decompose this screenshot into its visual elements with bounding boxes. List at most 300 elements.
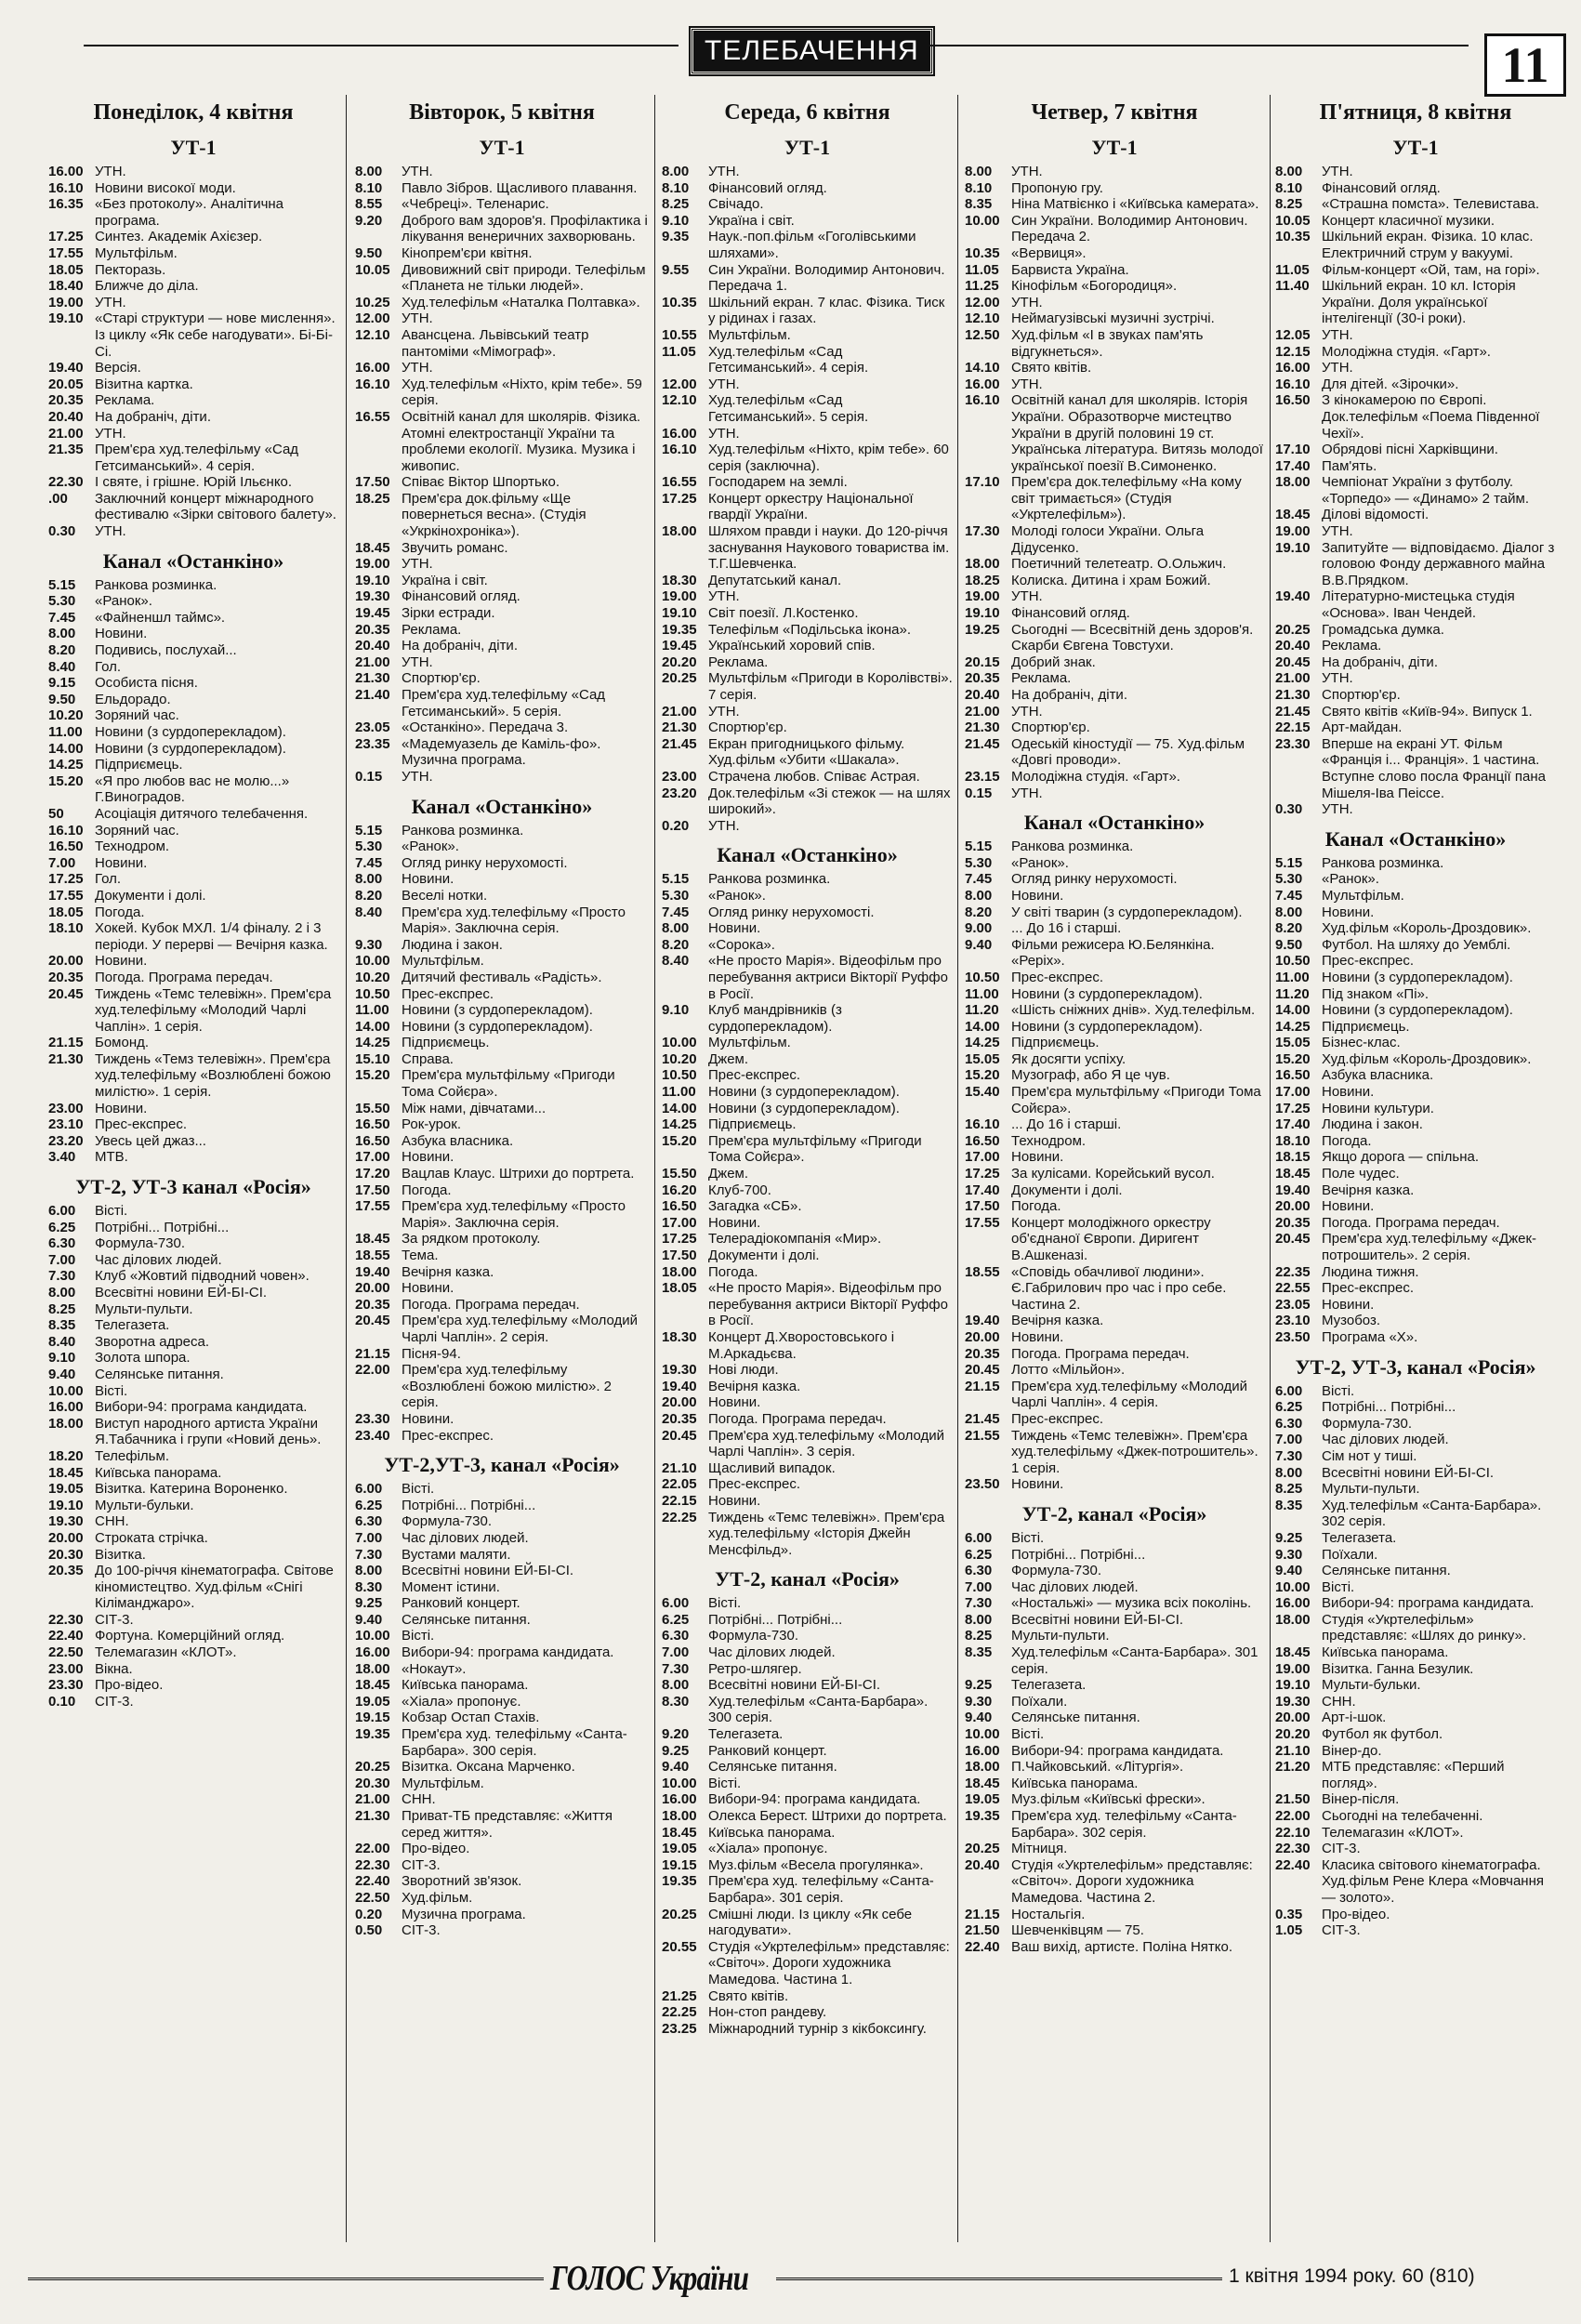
program-title: Муз.фільм «Весела прогулянка». xyxy=(708,1856,924,1873)
program-time: 5.30 xyxy=(48,593,76,610)
program-listing xyxy=(662,704,953,720)
program-title: Ретро-шлягер. xyxy=(708,1660,802,1677)
program-listing xyxy=(662,327,953,344)
program-time: 11.25 xyxy=(965,278,999,295)
program-time: 21.35 xyxy=(48,442,84,458)
program-title: Молодіжна студія. «Гарт». xyxy=(1322,343,1491,360)
program-title: Гол. xyxy=(95,871,122,888)
program-listing xyxy=(662,1907,953,1939)
program-time: 16.10 xyxy=(662,442,697,458)
program-listing xyxy=(662,670,953,703)
program-listing xyxy=(355,838,649,855)
program-listing xyxy=(1275,1067,1556,1084)
section-title: ТЕЛЕБАЧЕННЯ xyxy=(691,28,933,74)
program-listing xyxy=(965,920,1264,937)
program-title: Україна і світ. xyxy=(708,212,795,229)
program-listing xyxy=(965,1776,1264,1792)
program-title: Час ділових людей. xyxy=(708,1644,836,1661)
program-title: Свято квітів. xyxy=(708,1987,789,2004)
program-time: 16.10 xyxy=(48,179,84,196)
program-listing xyxy=(48,1116,338,1133)
program-time: 6.00 xyxy=(355,1481,383,1498)
program-listing xyxy=(48,1628,338,1644)
program-title: Клуб мандрівників (з сурдоперекладом). xyxy=(708,1002,842,1035)
program-listing xyxy=(48,1416,338,1448)
program-time: 15.20 xyxy=(662,1132,697,1149)
program-listing xyxy=(48,474,338,491)
program-title: Мультфільм. xyxy=(402,953,484,970)
program-title: Телегазета. xyxy=(1322,1529,1397,1546)
program-time: 12.15 xyxy=(1275,343,1311,360)
program-listing xyxy=(1275,1563,1556,1579)
program-title: Виступ народного артиста України Я.Табачника і групи «Новий день». xyxy=(95,1415,322,1448)
program-time: 10.20 xyxy=(48,707,84,724)
day-column-wednesday xyxy=(662,93,953,2250)
program-time: 14.25 xyxy=(48,757,84,773)
program-time: 18.45 xyxy=(355,539,390,556)
program-time: 22.30 xyxy=(1275,1841,1311,1857)
program-listing xyxy=(355,1873,649,1890)
program-time: 14.00 xyxy=(965,1018,1000,1035)
program-time: 21.20 xyxy=(1275,1759,1311,1776)
program-time: 10.35 xyxy=(1275,229,1311,245)
program-time: 5.30 xyxy=(1275,871,1303,888)
program-title: Вісті. xyxy=(1011,1726,1045,1743)
program-title: «Без протоколу». Аналітична програма. xyxy=(95,196,284,229)
program-title: Прем'єра мультфільму «Пригоди Тома Сойєра». xyxy=(1011,1084,1261,1116)
program-listing xyxy=(1275,1133,1556,1150)
program-listing xyxy=(965,937,1264,970)
program-time: 19.00 xyxy=(355,556,390,573)
program-title: Дивовижний світ природи. Телефільм «Планета не тільки людей». xyxy=(402,261,646,295)
program-title: УТН. xyxy=(95,523,126,540)
program-time: 22.15 xyxy=(662,1492,697,1509)
program-time: 10.35 xyxy=(662,294,697,310)
program-listing xyxy=(355,1116,649,1133)
program-title: Документи і долі. xyxy=(95,887,206,904)
program-title: Час ділових людей. xyxy=(95,1251,222,1268)
program-listing xyxy=(1275,953,1556,970)
program-time: 15.05 xyxy=(1275,1035,1311,1051)
program-title: Хокей. Кубок МХЛ. 1/4 фіналу. 2 і 3 періоди. У перерві — Вечірня казка. xyxy=(95,920,328,953)
program-listing xyxy=(965,1149,1264,1166)
program-time: 19.40 xyxy=(48,360,84,376)
program-listing xyxy=(355,1612,649,1629)
program-listing xyxy=(965,1857,1264,1907)
program-listing xyxy=(662,1939,953,1988)
program-listing xyxy=(355,654,649,671)
program-title: «Нокаут». xyxy=(402,1660,467,1677)
program-listing xyxy=(662,1248,953,1264)
program-listing xyxy=(965,888,1264,905)
program-time: 10.00 xyxy=(662,1035,697,1051)
program-listing xyxy=(48,1285,338,1301)
program-time: 18.55 xyxy=(355,1248,390,1263)
program-title: Нон-стоп рандеву. xyxy=(708,2004,827,2021)
program-listing xyxy=(355,1498,649,1514)
program-time: 17.25 xyxy=(1275,1100,1311,1116)
program-time: 9.30 xyxy=(355,936,383,953)
channel-title: Канал «Останкіно» xyxy=(1023,811,1206,835)
program-listing xyxy=(355,1231,649,1248)
program-time: 22.00 xyxy=(355,1841,390,1857)
program-listing xyxy=(1275,1215,1556,1232)
program-title: Візитка. Ганна Безулик. xyxy=(1322,1660,1474,1677)
program-time: 16.10 xyxy=(355,376,390,392)
program-time: 18.40 xyxy=(48,278,84,295)
program-title: УТН. xyxy=(402,556,433,573)
program-listing xyxy=(965,1166,1264,1182)
program-listing xyxy=(355,1182,649,1199)
program-title: «Не просто Марія». Відеофільм про перебування актриси Вікторії Руффо в Росії. xyxy=(708,953,948,1002)
program-time: 23.10 xyxy=(48,1116,84,1133)
program-listing xyxy=(662,573,953,589)
program-title: Худ.телефільм «Ніхто, крім тебе». 59 серія. xyxy=(402,376,642,409)
program-title: Телемагазин «КЛОТ». xyxy=(1322,1824,1464,1841)
program-time: 16.00 xyxy=(1275,1595,1311,1612)
program-title: Джем. xyxy=(708,1050,749,1067)
program-title: Новини. xyxy=(95,953,148,970)
program-title: Приват-ТБ представляє: «Життя серед життя». xyxy=(402,1808,613,1841)
program-title: УТН. xyxy=(402,360,433,376)
program-listing xyxy=(48,245,338,262)
program-title: Добрий знак. xyxy=(1011,654,1096,670)
program-listing xyxy=(48,741,338,758)
program-time: 6.30 xyxy=(48,1235,76,1252)
program-title: Дитячий фестиваль «Радість». xyxy=(402,969,602,985)
program-title: Худ.телефільм «Ніхто, крім тебе». 60 серія (заключна). xyxy=(708,442,949,474)
program-title: Для дітей. «Зірочки». xyxy=(1322,376,1459,392)
program-time: 18.15 xyxy=(1275,1149,1311,1166)
program-listing xyxy=(48,426,338,442)
program-time: 19.10 xyxy=(1275,1677,1311,1694)
program-listing xyxy=(355,164,649,180)
program-time: 20.00 xyxy=(355,1280,390,1297)
program-title: Новини (з сурдоперекладом). xyxy=(1322,969,1513,985)
program-title: УТН. xyxy=(95,164,126,179)
program-title: Син України. Володимир Антонович. Передача 1. xyxy=(708,261,945,295)
program-listing xyxy=(355,871,649,888)
program-time: 9.10 xyxy=(662,1002,690,1019)
program-time: .00 xyxy=(48,490,68,507)
program-title: Мультфільм. xyxy=(708,326,791,343)
program-listing xyxy=(965,1743,1264,1760)
program-time: 22.40 xyxy=(355,1873,390,1890)
day-title: П'ятниця, 8 квітня xyxy=(1319,100,1512,125)
program-title: Мульти-пульти. xyxy=(95,1301,193,1317)
program-listing xyxy=(355,213,649,245)
program-title: Ранкова розминка. xyxy=(95,576,217,593)
program-title: Погода. Програма передач. xyxy=(402,1296,580,1313)
program-listing xyxy=(965,736,1264,769)
program-time: 21.40 xyxy=(355,687,390,703)
program-listing xyxy=(355,376,649,409)
program-title: Худ.телефільм «Наталка Полтавка». xyxy=(402,294,640,310)
program-time: 10.05 xyxy=(355,261,390,278)
program-time: 9.10 xyxy=(48,1350,76,1367)
program-time: 17.25 xyxy=(48,229,84,245)
program-time: 6.30 xyxy=(965,1563,993,1579)
program-listing xyxy=(662,1428,953,1460)
program-time: 17.00 xyxy=(965,1149,1000,1166)
program-title: Студія «Укртелефільм» представляє: «Світоч». Дороги художника Мамедова. Частина 1. xyxy=(708,1938,950,1987)
program-time: 14.10 xyxy=(965,360,1000,376)
program-title: Вечірня казка. xyxy=(1011,1313,1104,1329)
program-listing xyxy=(965,295,1264,311)
program-title: СІТ-3. xyxy=(95,1693,134,1710)
program-time: 12.00 xyxy=(662,376,697,392)
program-listing xyxy=(48,855,338,872)
program-listing xyxy=(662,920,953,937)
program-title: Худ.фільм «Король-Дроздовик». xyxy=(1322,920,1532,937)
program-title: Освітній канал для школярів. Фізика. Атомні електростанції України та проблеми екології. Музика. Музика і живопис. xyxy=(402,408,641,474)
program-listing xyxy=(355,1644,649,1661)
program-time: 16.50 xyxy=(355,1116,390,1133)
program-time: 14.00 xyxy=(355,1018,390,1035)
program-title: Тиждень «Темз телевіжн». Прем'єра худ.телефільму «Возлюблені божою милістю». 1 серія. xyxy=(95,1050,331,1101)
program-title: Неймагузівські музичні зустрічі. xyxy=(1011,310,1215,327)
program-time: 9.40 xyxy=(48,1366,76,1382)
program-time: 23.05 xyxy=(355,720,390,736)
program-listing xyxy=(662,818,953,835)
program-title: УТН. xyxy=(1011,588,1043,605)
program-title: Вісті. xyxy=(1322,1578,1355,1595)
program-time: 18.45 xyxy=(48,1464,84,1481)
program-time: 23.20 xyxy=(48,1132,84,1149)
program-time: 20.35 xyxy=(1275,1214,1311,1231)
program-time: 18.00 xyxy=(48,1415,84,1432)
program-title: Павло Зібров. Щасливого плавання. xyxy=(402,179,638,196)
program-listing xyxy=(48,675,338,692)
program-listing xyxy=(662,1002,953,1035)
program-title: Прем'єра худ.телефільму «Сад Гетсиманський». 5 серія. xyxy=(402,687,606,720)
program-time: 18.25 xyxy=(965,572,1000,588)
program-listing xyxy=(965,1002,1264,1019)
program-time: 18.00 xyxy=(1275,1611,1311,1628)
program-title: Новини. xyxy=(1322,1084,1375,1101)
program-title: Худ.фільм «І в звуках пам'ять відгукнеться». xyxy=(1011,326,1204,360)
program-listing xyxy=(1275,970,1556,986)
program-listing xyxy=(48,180,338,197)
day-title: Понеділок, 4 квітня xyxy=(93,100,294,125)
program-time: 8.20 xyxy=(662,936,690,953)
program-listing xyxy=(662,442,953,474)
program-title: Фінансовий огляд. xyxy=(1011,605,1130,622)
program-time: 22.40 xyxy=(1275,1856,1311,1873)
program-listing xyxy=(965,1841,1264,1857)
program-title: Візитка. Катерина Вороненко. xyxy=(95,1481,288,1498)
program-title: Підприємець. xyxy=(708,1116,797,1133)
program-listing xyxy=(355,180,649,197)
program-title: УТН. xyxy=(1322,801,1353,818)
program-time: 23.30 xyxy=(355,1410,390,1427)
program-title: «Сорока». xyxy=(708,936,775,953)
program-title: Київська панорама. xyxy=(402,1677,529,1694)
program-title: «Останкіно». Передача 3. xyxy=(402,720,569,736)
program-listing xyxy=(48,1448,338,1465)
program-listing xyxy=(355,360,649,376)
program-listing xyxy=(662,2021,953,2038)
program-title: Про-відео. xyxy=(1322,1906,1390,1922)
program-title: Худ.телефільм «Сад Гетсиманський». 5 серія. xyxy=(708,392,869,425)
program-title: Сьогодні на телебаченні. xyxy=(1322,1808,1483,1824)
program-time: 19.15 xyxy=(662,1856,697,1873)
program-title: Шляхом правди і науки. До 120-річчя заснування Наукового товариства ім. Т.Г.Шевченка. xyxy=(708,523,950,573)
program-listing xyxy=(965,970,1264,986)
channel-title: УТ-1 xyxy=(784,136,831,159)
program-title: Новини. xyxy=(708,1394,761,1411)
program-listing xyxy=(1275,905,1556,921)
program-time: 8.40 xyxy=(48,1333,76,1350)
program-time: 7.00 xyxy=(48,854,76,871)
program-listing xyxy=(355,491,649,540)
program-time: 20.20 xyxy=(1275,1726,1311,1743)
program-title: Новини. xyxy=(1011,1328,1064,1345)
program-listing xyxy=(1275,392,1556,442)
program-time: 17.55 xyxy=(48,244,84,261)
program-listing xyxy=(48,953,338,970)
program-listing xyxy=(48,409,338,426)
program-listing xyxy=(355,1051,649,1068)
program-title: УТН. xyxy=(1011,785,1043,801)
program-listing xyxy=(1275,1448,1556,1465)
program-time: 16.00 xyxy=(355,360,390,376)
program-time: 18.45 xyxy=(355,1677,390,1694)
channel-title: УТ-2, УТ-3 канал «Росія» xyxy=(75,1175,311,1199)
program-title: Худ.телефільм «Санта-Барбара». 302 серія. xyxy=(1322,1497,1542,1530)
program-listing xyxy=(965,605,1264,622)
program-title: Погода. Програма передач. xyxy=(1322,1214,1500,1231)
program-time: 19.10 xyxy=(1275,539,1311,556)
program-time: 15.05 xyxy=(965,1050,1000,1067)
program-time: 16.35 xyxy=(48,196,84,213)
program-listing xyxy=(965,392,1264,474)
program-title: УТН. xyxy=(1011,376,1043,392)
program-listing xyxy=(662,1595,953,1612)
program-listing xyxy=(48,229,338,245)
program-listing xyxy=(965,1084,1264,1116)
program-time: 7.00 xyxy=(355,1529,383,1546)
channel-title: УТ-2, канал «Росія» xyxy=(715,1567,900,1591)
program-time: 8.00 xyxy=(965,164,993,179)
program-listing xyxy=(1275,1231,1556,1263)
program-time: 19.05 xyxy=(355,1693,390,1710)
program-title: Загадка «СБ». xyxy=(708,1198,802,1215)
program-listing xyxy=(662,523,953,573)
program-time: 16.10 xyxy=(965,392,1000,409)
program-time: 14.25 xyxy=(355,1035,390,1051)
program-time: 0.10 xyxy=(48,1693,76,1710)
program-time: 21.00 xyxy=(662,703,697,720)
program-listing xyxy=(1275,458,1556,475)
program-listing xyxy=(662,213,953,230)
program-listing xyxy=(662,344,953,376)
program-time: 18.45 xyxy=(965,1775,1000,1791)
program-title: Ближче до діла. xyxy=(95,278,199,295)
program-listing xyxy=(965,1644,1264,1677)
program-time: 16.20 xyxy=(662,1182,697,1198)
program-title: Фільми режисера Ю.Белянкіна. «Реріх». xyxy=(1011,936,1215,970)
program-listing xyxy=(1275,229,1556,261)
program-time: 6.25 xyxy=(662,1611,690,1628)
program-listing xyxy=(965,360,1264,376)
program-listing xyxy=(355,1808,649,1841)
program-title: Азбука власника. xyxy=(1322,1067,1434,1084)
program-title: Київська панорама. xyxy=(1011,1775,1139,1791)
program-title: Ранкова розминка. xyxy=(1011,838,1134,855)
program-title: Мультфільм. xyxy=(402,1775,484,1791)
program-listing xyxy=(662,937,953,954)
program-time: 14.25 xyxy=(662,1116,697,1133)
program-title: Поле чудес. xyxy=(1322,1166,1400,1182)
program-listing xyxy=(355,1264,649,1281)
program-time: 15.20 xyxy=(1275,1050,1311,1067)
program-time: 9.15 xyxy=(48,675,76,692)
program-time: 7.00 xyxy=(48,1251,76,1268)
program-time: 17.20 xyxy=(355,1166,390,1182)
program-time: 8.35 xyxy=(48,1317,76,1334)
program-title: Реклама. xyxy=(708,654,769,670)
program-listing xyxy=(355,605,649,622)
program-title: Телегазета. xyxy=(95,1317,170,1334)
program-title: УТН. xyxy=(1011,164,1043,179)
program-title: Вибори-94: програма кандидата. xyxy=(708,1791,921,1808)
program-listing xyxy=(965,1677,1264,1694)
program-listing xyxy=(355,1579,649,1596)
program-time: 7.30 xyxy=(1275,1447,1303,1464)
program-time: 8.00 xyxy=(355,164,383,179)
program-title: Пекторазь. xyxy=(95,261,166,278)
program-time: 22.30 xyxy=(48,474,84,491)
program-listing xyxy=(1275,344,1556,361)
program-listing xyxy=(1275,1399,1556,1416)
program-title: Час ділових людей. xyxy=(1011,1578,1139,1595)
program-listing xyxy=(355,1248,649,1264)
program-time: 8.35 xyxy=(1275,1497,1303,1513)
program-listing xyxy=(1275,588,1556,621)
program-title: Прем'єра худ.телефільму «Просто Марія». Заключна серія. xyxy=(402,904,626,937)
program-title: Версія. xyxy=(95,360,141,376)
program-listing xyxy=(48,1268,338,1285)
program-title: Пісня-94. xyxy=(402,1345,461,1362)
program-time: 14.00 xyxy=(48,740,84,757)
program-time: 20.40 xyxy=(965,687,1000,703)
program-time: 20.40 xyxy=(355,638,390,654)
program-time: 8.35 xyxy=(965,1644,993,1661)
program-listing xyxy=(965,1579,1264,1596)
program-title: Новини. xyxy=(708,920,761,937)
program-listing xyxy=(965,1547,1264,1564)
program-listing xyxy=(48,523,338,540)
program-title: Чемпіонат України з футболу. «Торпедо» — «Динамо» 2 тайм. xyxy=(1322,474,1530,507)
program-title: Мульти-бульки. xyxy=(1322,1677,1421,1694)
program-title: Новини (з сурдоперекладом). xyxy=(1011,1018,1203,1035)
program-time: 19.10 xyxy=(965,605,1000,622)
program-title: УТН. xyxy=(708,376,740,392)
program-time: 22.00 xyxy=(1275,1808,1311,1824)
program-time: 22.30 xyxy=(48,1611,84,1628)
program-title: Вісті. xyxy=(95,1382,128,1399)
program-title: Формула-730. xyxy=(1011,1563,1102,1579)
program-title: Синтез. Академік Ахієзер. xyxy=(95,229,263,245)
program-listing xyxy=(1275,1759,1556,1791)
program-listing xyxy=(48,1612,338,1629)
program-title: СІТ-3. xyxy=(402,1856,441,1873)
program-time: 11.05 xyxy=(1275,261,1310,278)
program-time: 9.20 xyxy=(662,1726,690,1743)
program-time: 6.30 xyxy=(1275,1415,1303,1432)
program-title: Депутатський канал. xyxy=(708,572,842,588)
